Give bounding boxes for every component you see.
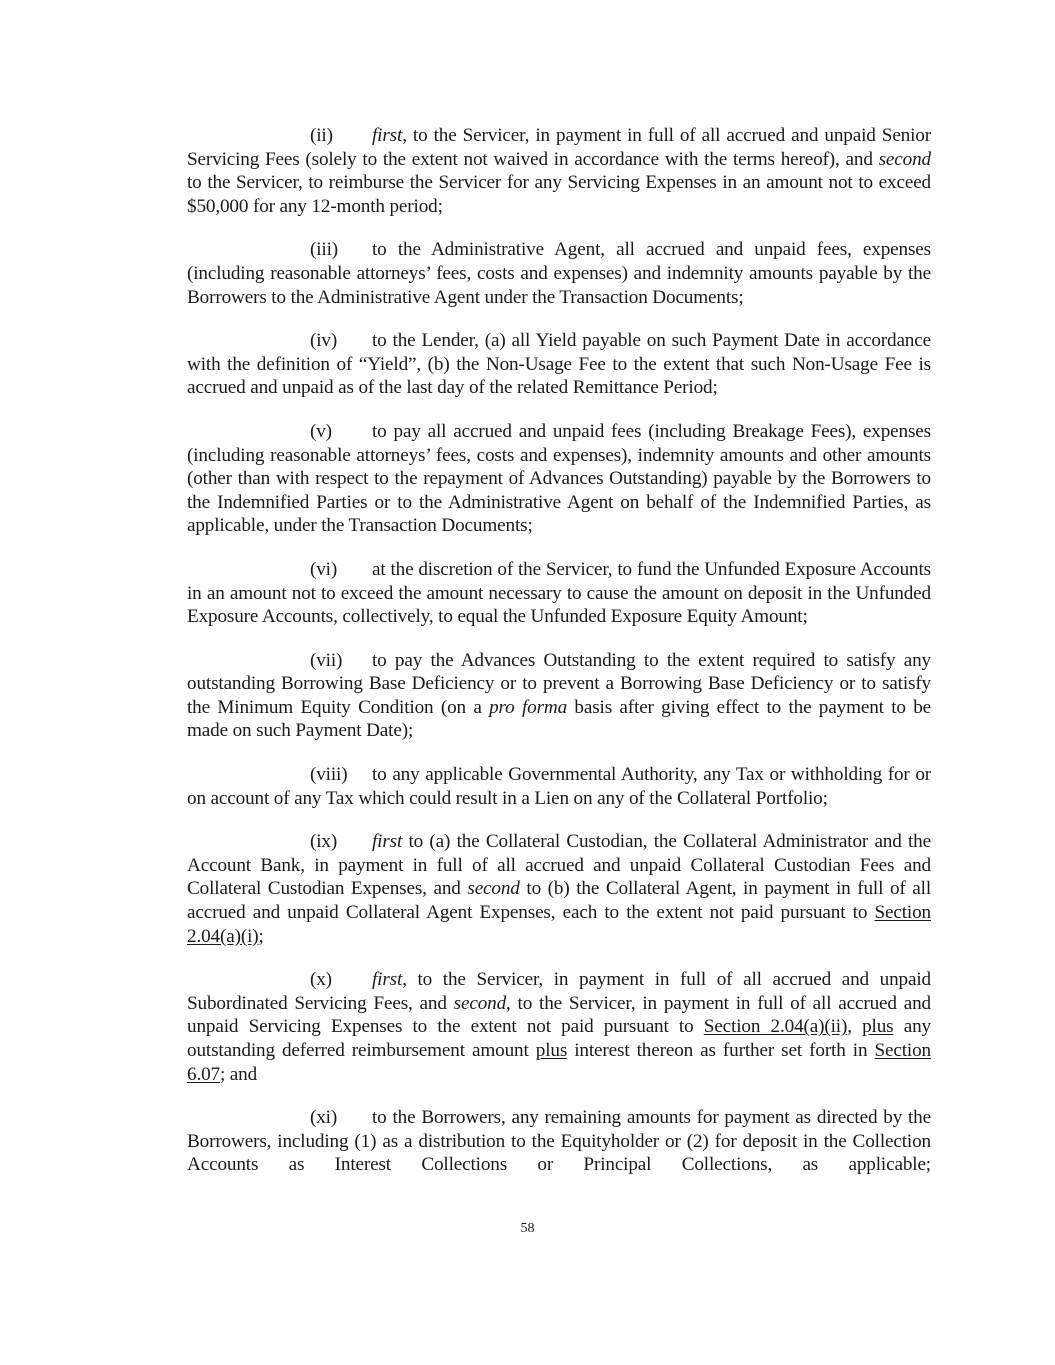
clause-text: to the Lender, (a) all Yield payable on such Payment Date in accordance with the definition of “Yield”, (b) the Non-Usage Fee to the extent that such Non-Usage Fee is accrued and unpaid as of the last day of the related Remittance Period; bbox=[187, 330, 931, 399]
clause-label: (x) bbox=[310, 969, 332, 991]
clause-text: , to the Servicer, in payment in full of all accrued and unpaid Subordinated Servicing Fees, and bbox=[187, 969, 931, 1014]
italic-term: second bbox=[467, 878, 520, 900]
clause-paragraph bbox=[187, 558, 931, 629]
section-reference: Section 6.07 bbox=[187, 1040, 931, 1085]
italic-term: second bbox=[453, 992, 507, 1014]
clause-text: at the discretion of the Servicer, to fund the Unfunded Exposure Accounts in an amount not to exceed the amount necessary to cause the amount on deposit in the Unfunded Exposure Accounts, collectively, to equal the Unfunded Exposure Equity Amount; bbox=[187, 558, 931, 628]
clause-label: (vi) bbox=[310, 558, 338, 580]
clause-text: , to the Servicer, in payment in full of all accrued and unpaid Servicing Expenses to the extent not paid pursuant to bbox=[187, 992, 931, 1038]
document-page bbox=[187, 124, 931, 1177]
section-reference: plus bbox=[535, 1040, 568, 1061]
clause-text: to any applicable Governmental Authority, any Tax or withholding for or on account of any Tax which could result in a Lien on any of the Collateral Portfolio; bbox=[187, 764, 931, 809]
clause-text: any outstanding deferred reimbursement amount bbox=[187, 1016, 931, 1061]
page-number: 58 bbox=[520, 1221, 535, 1236]
italic-term: first bbox=[372, 969, 403, 991]
clause-label: (vii) bbox=[310, 649, 343, 671]
clause-text: to pay all accrued and unpaid fees (including Breakage Fees), expenses (including reasonable attorneys’ fees, costs and expenses), indemnity amounts and other amounts (other than with respect to the repayment of Advances Outstanding) payable by the Borrowers to the Indemnified Parties or to the Administrative Agent on behalf of the Indemnified Parties, as applicable, under the Transaction Documents; bbox=[187, 420, 931, 537]
clause-text: ; bbox=[258, 925, 264, 947]
clause-paragraph bbox=[187, 420, 931, 538]
clause-text: to the Administrative Agent, all accrued and unpaid fees, expenses (including reasonable attorneys’ fees, costs and expenses) and indemnity amounts payable by the Borrowers to the Administrative Agent under the Transaction Documents; bbox=[187, 239, 931, 308]
clause-text: , bbox=[847, 1016, 863, 1038]
clause-text: basis after giving effect to the payment to be made on such Payment Date); bbox=[187, 696, 932, 742]
clause-paragraph bbox=[187, 763, 931, 810]
section-reference: Section 2.04(a)(ii) bbox=[703, 1016, 848, 1038]
clause-paragraph bbox=[187, 124, 931, 218]
clause-text: ; and bbox=[219, 1063, 258, 1085]
italic-term: first bbox=[372, 125, 403, 146]
clause-paragraph bbox=[187, 329, 931, 400]
italic-term: pro forma bbox=[489, 696, 568, 718]
clause-text: to pay the Advances Outstanding to the extent required to satisfy any outstanding Borrowing Base Deficiency or to prevent a Borrowing Base Deficiency or to satisfy the Minimum Equity Condition (on a bbox=[187, 649, 931, 718]
clause-paragraph bbox=[187, 1106, 931, 1177]
clause-text: to (b) the Collateral Agent, in payment in full of all accrued and unpaid Collateral Agent Expenses, each to the extent not paid pursuant to bbox=[187, 878, 931, 924]
clause-text: to the Servicer, to reimburse the Servicer for any Servicing Expenses in an amount not to exceed $50,000 for any 12-month period; bbox=[187, 172, 931, 217]
clause-label: (ii) bbox=[310, 125, 333, 146]
clause-paragraph bbox=[187, 649, 931, 743]
section-reference: Section 2.04(a)(i) bbox=[187, 902, 931, 947]
clause-text: , to the Servicer, in payment in full of all accrued and unpaid Senior Servicing Fees (solely to the extent not waived in accordance with the terms hereof), and bbox=[187, 125, 931, 170]
clause-text: interest thereon as further set forth in bbox=[567, 1040, 875, 1061]
clause-label: (v) bbox=[310, 420, 332, 442]
clause-text: to (a) the Collateral Custodian, the Collateral Administrator and the Account Bank, in payment in full of all accrued and unpaid Collateral Custodian Fees and Collateral Custodian Expenses, and bbox=[187, 831, 931, 900]
clause-paragraph bbox=[187, 238, 931, 309]
clause-label: (iii) bbox=[310, 239, 339, 261]
clause-label: (viii) bbox=[310, 764, 348, 786]
italic-term: second bbox=[878, 148, 931, 170]
section-reference: plus bbox=[862, 1016, 894, 1038]
clause-text: to the Borrowers, any remaining amounts for payment as directed by the Borrowers, including (1) as a distribution to the Equityholder or (2) for deposit in the Collection Accounts as Interest Collections or Principal Collections, as applicable; bbox=[187, 1107, 931, 1176]
clause-paragraph bbox=[187, 830, 931, 948]
clause-label: (xi) bbox=[310, 1107, 338, 1129]
clause-label: (ix) bbox=[310, 831, 338, 853]
italic-term: first bbox=[372, 831, 403, 853]
paragraph-list bbox=[187, 124, 931, 1177]
clause-label: (iv) bbox=[310, 330, 338, 352]
clause-paragraph bbox=[187, 968, 931, 1086]
